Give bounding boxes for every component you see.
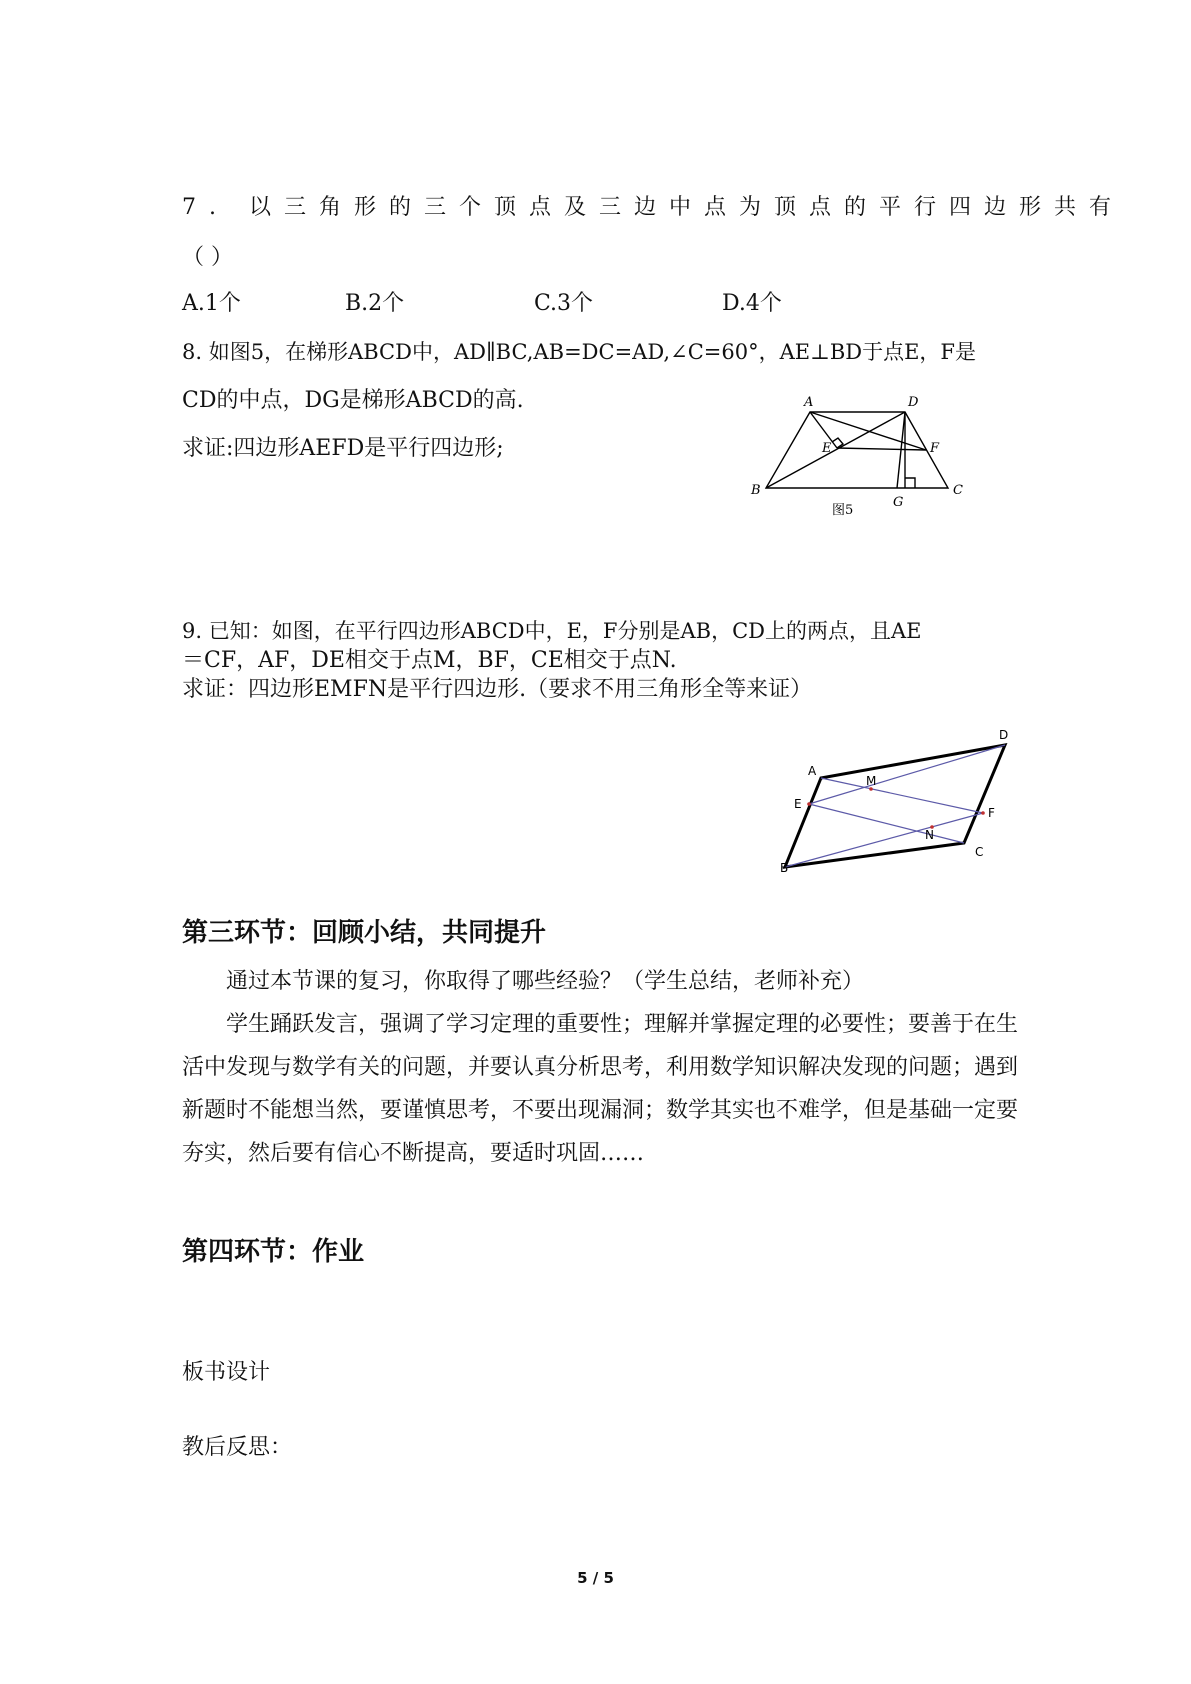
- label-f: F: [988, 806, 995, 820]
- right-angle-g: [905, 478, 915, 488]
- label-m: M: [866, 774, 877, 788]
- q7-option-b: B.2个: [345, 291, 405, 316]
- label-n: N: [925, 828, 934, 842]
- q8-line3: 求证:四边形AEFD是平行四边形;: [182, 436, 504, 461]
- q8-line2: CD的中点，DG是梯形ABCD的高.: [182, 388, 524, 413]
- q9-line1: 9. 已知：如图，在平行四边形ABCD中，E，F分别是AB，CD上的两点，且AE: [182, 619, 922, 643]
- section3-body: [182, 960, 1018, 1175]
- label-b: B: [751, 483, 761, 498]
- segment-ce: [809, 804, 964, 843]
- section3-para1: 通过本节课的复习，你取得了哪些经验？（学生总结，老师补充）: [226, 969, 865, 994]
- point-f: [981, 811, 985, 815]
- label-d: D: [999, 728, 1009, 742]
- section3-para2: 学生踊跃发言，强调了学习定理的重要性；理解并掌握定理的必要性；要善于在生活中发现与数学有关的问题，并要认真分析思考，利用数学知识解决发现的问题；遇到新题时不能想当然，要谨慎思考，不要出现漏洞；数学其实也不难学，但是基础一定要夯实，然后要有信心不断提高，要适时巩固……: [182, 1012, 1019, 1166]
- page-number: 5 / 5: [577, 1569, 614, 1587]
- q8-trapezoid-figure: [740, 390, 980, 520]
- q9-line3: 求证：四边形EMFN是平行四边形.（要求不用三角形全等来证）: [182, 677, 813, 702]
- label-c: C: [975, 845, 984, 859]
- label-f: F: [930, 441, 940, 456]
- point-e: [807, 802, 811, 806]
- q7-text: 7. 以三角形的三个顶点及三边中点为顶点的平行四边形共有: [182, 195, 1124, 220]
- section4-heading: 第四环节：作业: [182, 1237, 365, 1267]
- board-design-label: 板书设计: [182, 1360, 271, 1385]
- q9-parallelogram-figure: [780, 725, 1020, 875]
- label-e: E: [822, 441, 832, 456]
- segment-af: [821, 778, 983, 813]
- q7-option-c: C.3个: [534, 291, 594, 316]
- figure5-caption: 图5: [832, 503, 854, 518]
- label-g: G: [893, 495, 904, 510]
- segment-ef: [837, 448, 926, 450]
- q7-answer-blank: （ ）: [182, 245, 233, 270]
- label-c: C: [953, 483, 963, 498]
- segment-bd: [766, 412, 905, 488]
- q9-line2: ＝CF，AF，DE相交于点M，BF，CE相交于点N.: [182, 648, 677, 673]
- q7-option-a: A.1个: [182, 291, 241, 316]
- label-b: B: [780, 861, 789, 875]
- reflection-label: 教后反思：: [182, 1435, 293, 1460]
- label-d: D: [908, 395, 919, 410]
- label-a: A: [804, 395, 814, 410]
- label-a: A: [808, 764, 817, 778]
- q8-line1: 8. 如图5，在梯形ABCD中，AD∥BC,AB=DC=AD,∠C=60°，AE⊥BD于点E，F是: [182, 340, 976, 364]
- label-e: E: [794, 797, 802, 811]
- q7-option-d: D.4个: [722, 291, 782, 316]
- section3-heading: 第三环节：回顾小结，共同提升: [182, 918, 547, 948]
